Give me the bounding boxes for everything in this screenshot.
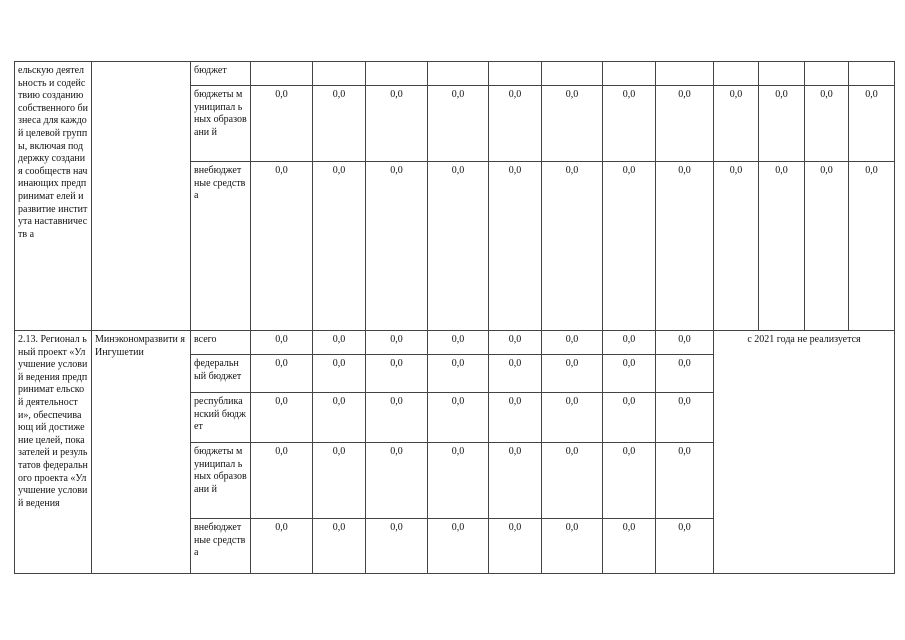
- value-cell: [849, 62, 895, 86]
- value-cell: 0,0: [714, 86, 759, 162]
- value-cell: 0,0: [428, 443, 489, 519]
- value-cell: 0,0: [656, 393, 714, 443]
- value-cell: 0,0: [366, 355, 428, 393]
- value-cell: 0,0: [656, 355, 714, 393]
- value-cell: 0,0: [489, 355, 542, 393]
- value-cell: 0,0: [428, 86, 489, 162]
- value-cell: 0,0: [849, 86, 895, 162]
- value-cell: 0,0: [313, 162, 366, 331]
- value-cell: 0,0: [656, 86, 714, 162]
- value-cell: 0,0: [656, 331, 714, 355]
- value-cell: 0,0: [603, 355, 656, 393]
- value-cell: [759, 62, 805, 86]
- table-row: [15, 331, 895, 355]
- value-cell: 0,0: [251, 86, 313, 162]
- value-cell: 0,0: [759, 162, 805, 331]
- value-cell: 0,0: [656, 519, 714, 574]
- value-cell: 0,0: [251, 355, 313, 393]
- value-cell: 0,0: [542, 355, 603, 393]
- value-cell: 0,0: [542, 86, 603, 162]
- funding-source-label: республика нский бюджет: [191, 393, 251, 443]
- table-row: [15, 62, 895, 86]
- value-cell: 0,0: [656, 443, 714, 519]
- value-cell: 0,0: [428, 162, 489, 331]
- funding-source-label: бюджет: [191, 62, 251, 86]
- value-cell: 0,0: [542, 162, 603, 331]
- value-cell: 0,0: [489, 443, 542, 519]
- not-implemented-note: с 2021 года не реализуется: [714, 331, 895, 574]
- value-cell: 0,0: [366, 393, 428, 443]
- value-cell: 0,0: [366, 443, 428, 519]
- value-cell: 0,0: [366, 519, 428, 574]
- value-cell: 0,0: [251, 331, 313, 355]
- funding-source-label: внебюджет ные средства: [191, 519, 251, 574]
- value-cell: [366, 62, 428, 86]
- value-cell: 0,0: [759, 86, 805, 162]
- funding-source-label: всего: [191, 331, 251, 355]
- value-cell: 0,0: [542, 331, 603, 355]
- value-cell: 0,0: [849, 162, 895, 331]
- value-cell: 0,0: [251, 393, 313, 443]
- value-cell: 0,0: [313, 393, 366, 443]
- value-cell: 0,0: [313, 355, 366, 393]
- value-cell: [603, 62, 656, 86]
- value-cell: 0,0: [603, 519, 656, 574]
- executor-cell: [92, 62, 191, 331]
- value-cell: [656, 62, 714, 86]
- value-cell: 0,0: [489, 331, 542, 355]
- value-cell: 0,0: [428, 393, 489, 443]
- value-cell: 0,0: [251, 519, 313, 574]
- value-cell: [542, 62, 603, 86]
- value-cell: [489, 62, 542, 86]
- value-cell: 0,0: [805, 162, 849, 331]
- value-cell: 0,0: [251, 443, 313, 519]
- value-cell: 0,0: [366, 86, 428, 162]
- value-cell: 0,0: [542, 443, 603, 519]
- value-cell: 0,0: [603, 162, 656, 331]
- funding-source-label: внебюджет ные средства: [191, 162, 251, 331]
- value-cell: 0,0: [489, 86, 542, 162]
- value-cell: 0,0: [489, 162, 542, 331]
- measure-description: 2.13. Регионал ьный проект «Улучшение условий ведения предпринимат ельской деятельности», обеспечивающ ий достижение целей, показателей и результатов федерального проекта «Улучшение условий ведения: [15, 331, 92, 574]
- value-cell: [251, 62, 313, 86]
- value-cell: 0,0: [805, 86, 849, 162]
- value-cell: 0,0: [603, 443, 656, 519]
- value-cell: 0,0: [428, 355, 489, 393]
- value-cell: 0,0: [313, 519, 366, 574]
- value-cell: 0,0: [313, 443, 366, 519]
- value-cell: 0,0: [313, 86, 366, 162]
- value-cell: 0,0: [366, 162, 428, 331]
- value-cell: 0,0: [603, 331, 656, 355]
- value-cell: 0,0: [603, 86, 656, 162]
- value-cell: 0,0: [366, 331, 428, 355]
- value-cell: 0,0: [251, 162, 313, 331]
- value-cell: [805, 62, 849, 86]
- value-cell: 0,0: [313, 331, 366, 355]
- value-cell: 0,0: [489, 393, 542, 443]
- value-cell: [714, 62, 759, 86]
- value-cell: 0,0: [656, 162, 714, 331]
- funding-source-label: бюджеты муниципал ьных образовани й: [191, 443, 251, 519]
- value-cell: 0,0: [603, 393, 656, 443]
- value-cell: 0,0: [428, 519, 489, 574]
- funding-source-label: федеральн ый бюджет: [191, 355, 251, 393]
- measure-description: ельскую деятельность и содействию созданию собственного бизнеса для каждой целевой группы, включая поддержку создания сообществ начинающих предпринимат елей и развитие института наставничеств а: [15, 62, 92, 331]
- value-cell: 0,0: [489, 519, 542, 574]
- executor-cell: Минэкономразвити я Ингушетии: [92, 331, 191, 574]
- value-cell: 0,0: [714, 162, 759, 331]
- value-cell: [313, 62, 366, 86]
- value-cell: [428, 62, 489, 86]
- funding-source-label: бюджеты муниципал ьных образовани й: [191, 86, 251, 162]
- value-cell: 0,0: [542, 519, 603, 574]
- value-cell: 0,0: [428, 331, 489, 355]
- value-cell: 0,0: [542, 393, 603, 443]
- financing-table: [14, 61, 895, 574]
